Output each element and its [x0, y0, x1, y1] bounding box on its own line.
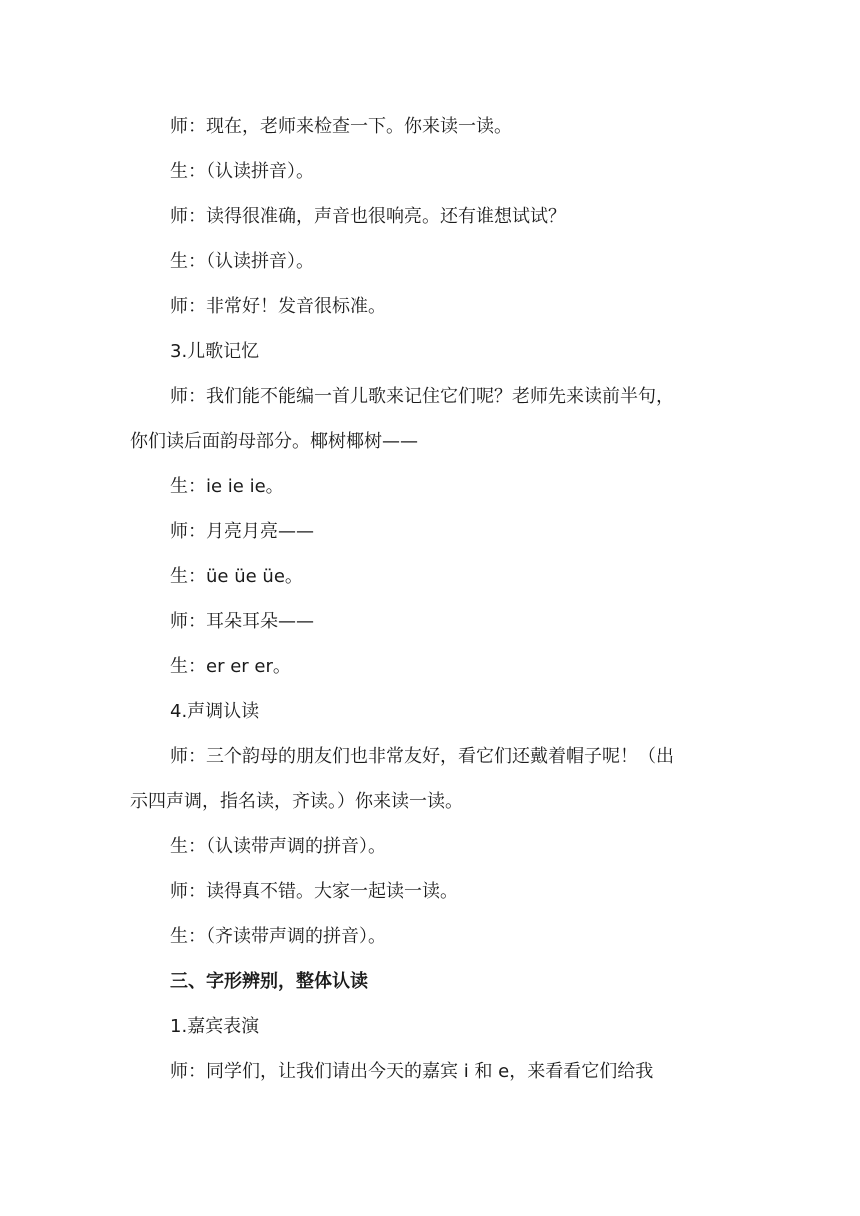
teacher-line: 师：同学们，让我们请出今天的嘉宾 i 和 e，来看看它们给我 [170, 1061, 654, 1082]
teacher-line-continued: 示四声调，指名读，齐读。）你来读一读。 [130, 791, 463, 812]
part-heading: 三、字形辨别，整体认读 [170, 971, 368, 992]
student-line: 生：（齐读带声调的拼音）。 [170, 926, 386, 947]
student-line: 生：er er er。 [170, 656, 291, 677]
student-line: 生：（认读拼音）。 [170, 251, 314, 272]
student-line: 生：（认读拼音）。 [170, 161, 314, 182]
teacher-line: 师：月亮月亮—— [170, 521, 314, 542]
student-line: 生：（认读带声调的拼音）。 [170, 836, 386, 857]
teacher-line: 师：非常好！发音很标准。 [170, 296, 386, 317]
teacher-line: 师：我们能不能编一首儿歌来记住它们呢？老师先来读前半句， [170, 386, 674, 407]
teacher-line: 师：现在，老师来检查一下。你来读一读。 [170, 116, 512, 137]
teacher-line: 师：读得很准确，声音也很响亮。还有谁想试试？ [170, 206, 566, 227]
teacher-line: 师：读得真不错。大家一起读一读。 [170, 881, 458, 902]
student-line: 生：ie ie ie。 [170, 476, 284, 497]
student-line: 生：üe üe üe。 [170, 566, 303, 587]
section-heading: 1.嘉宾表演 [170, 1016, 260, 1037]
teacher-line: 师：耳朵耳朵—— [170, 611, 314, 632]
teacher-line: 师：三个韵母的朋友们也非常友好，看它们还戴着帽子呢！（出 [170, 746, 674, 767]
section-heading: 3.儿歌记忆 [170, 341, 260, 362]
section-heading: 4.声调认读 [170, 701, 260, 722]
teacher-line-continued: 你们读后面韵母部分。椰树椰树—— [130, 431, 418, 452]
